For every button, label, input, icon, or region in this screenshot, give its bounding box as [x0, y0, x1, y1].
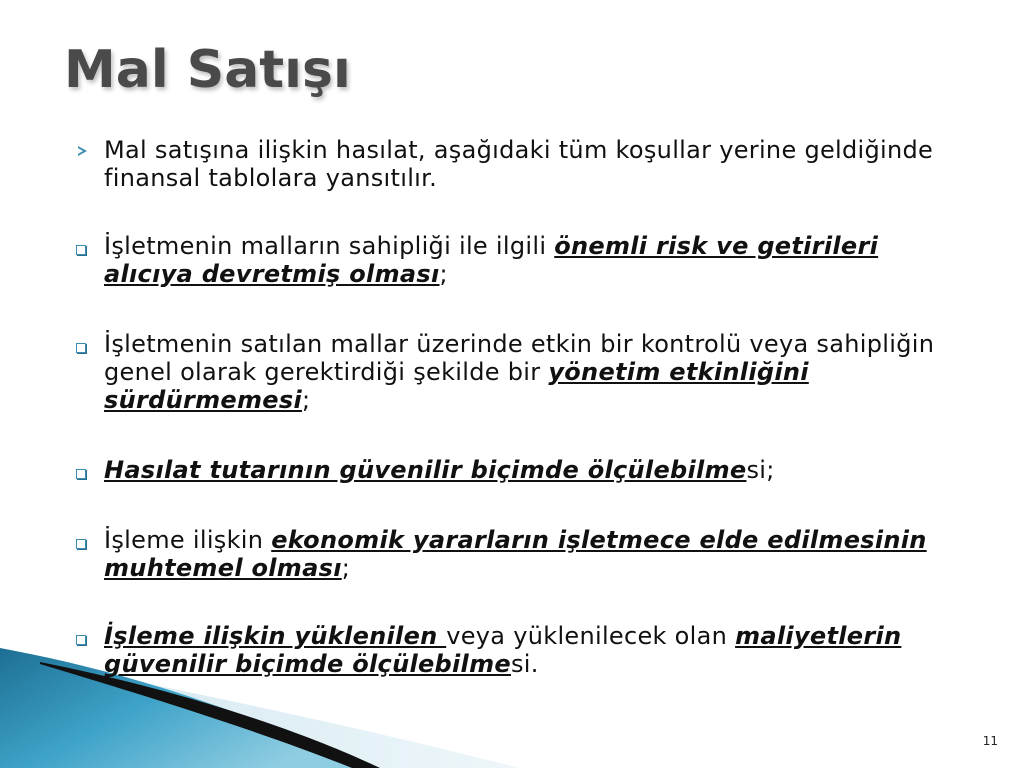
bullet-text-segment: veya yüklenilecek olan — [446, 622, 736, 650]
square-bullet-icon — [74, 526, 104, 554]
emphasized-phrase: İşleme ilişkin yüklenilen — [104, 622, 447, 650]
square-bullet-icon — [74, 330, 104, 358]
bullet-item — [74, 456, 954, 484]
bullet-text — [104, 330, 954, 414]
bullet-text-segment: Mal satışına ilişkin hasılat, aşağıdaki tüm koşullar yerine geldiğinde finansal tablolara yansıtılır. — [104, 136, 934, 192]
bullet-text-segment: ; — [341, 554, 351, 582]
bullet-text-segment: si; — [746, 456, 775, 484]
emphasized-phrase: Hasılat tutarının güvenilir biçimde ölçülebilme — [104, 456, 747, 484]
square-bullet-icon — [74, 622, 104, 650]
slide-title: Mal Satışı — [64, 40, 351, 100]
bullet-text — [104, 136, 954, 192]
page-number: 11 — [982, 734, 998, 748]
square-bullet-icon — [74, 232, 104, 260]
bullet-item — [74, 330, 954, 414]
bullet-item — [74, 136, 954, 192]
bullet-text-segment: ; — [439, 260, 448, 288]
emphasized-phrase: ekonomik yararların işletmece elde edilmesinin muhtemel olması — [104, 526, 927, 582]
bullet-text — [104, 232, 954, 288]
bullet-text — [104, 526, 954, 582]
square-bullet-icon — [74, 456, 104, 484]
arrow-bullet-icon — [74, 136, 104, 164]
bullet-text-segment: İşletmenin satılan mallar üzerinde etkin bir kontrolü veya sahipliğin genel olarak gerektirdiği şekilde bir — [104, 330, 935, 386]
bullet-text-segment: İşleme ilişkin — [104, 526, 272, 554]
bullet-item — [74, 526, 954, 582]
bullet-item — [74, 232, 954, 288]
bullet-text-segment: si. — [510, 650, 539, 678]
emphasized-phrase: önemli risk ve getirileri alıcıya devretmiş olması — [104, 232, 879, 288]
bullet-text — [104, 456, 954, 484]
bullet-text-segment: İşletmenin malların sahipliği ile ilgili — [104, 232, 555, 260]
emphasized-phrase: maliyetlerin güvenilir biçimde ölçülebilme — [104, 622, 902, 678]
bullet-text-segment: ; — [302, 386, 311, 414]
bullet-item — [74, 622, 954, 678]
bullet-text — [104, 622, 954, 678]
emphasized-phrase: yönetim etkinliğini sürdürmemesi — [104, 358, 809, 414]
